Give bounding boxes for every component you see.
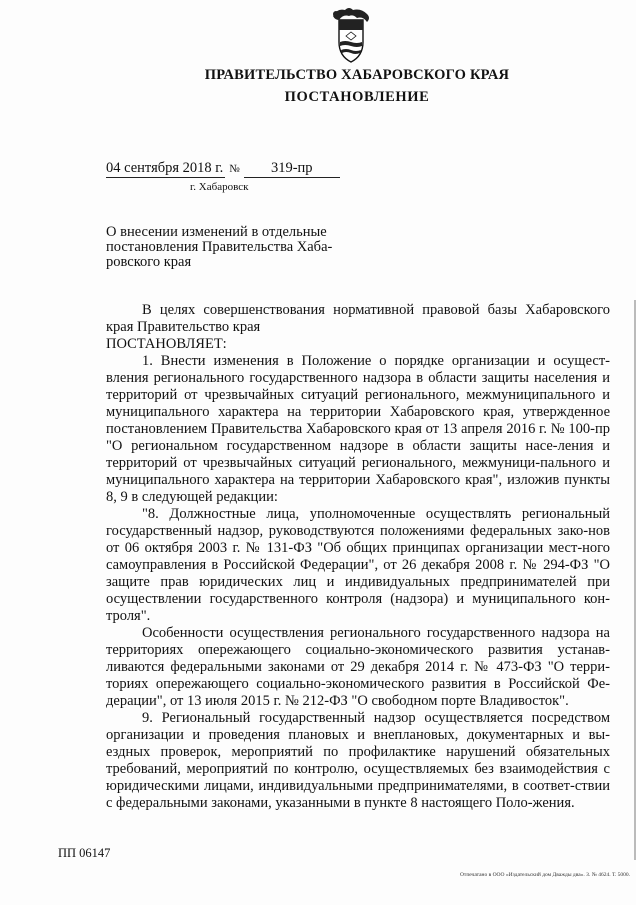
paragraph-8-continued: Особенности осуществления регионального государственного надзора на территориях опережающего социально-экономического развития устанав-ливаются федеральными законами от 29 декабря 2014 г. № 473-ФЗ "О терри-ториях опережающего социально-экономического развития в Российской Фе-дерации", от 13 июля 2015 г. № 212-ФЗ "О свободном порте Владивосток".	[106, 625, 610, 709]
document-city: г. Хабаровск	[190, 181, 249, 193]
document-body	[106, 302, 610, 812]
number-sign: №	[229, 163, 240, 175]
intro-paragraph: В целях совершенствования нормативной правовой базы Хабаровского края Правительство края	[106, 302, 610, 335]
document-subject: О внесении изменений в отдельные постановления Правительства Хаба-ровского края	[106, 224, 333, 270]
document-date: 04 сентября 2018 г.	[106, 160, 224, 176]
document-code: ПП 06147	[58, 846, 111, 860]
document-number: 319-пр	[244, 160, 340, 178]
paragraph-8: "8. Должностные лица, уполномоченные осуществлять региональный государственный надзор, руководствуются положениями федеральных зако-нов от 06 октября 2003 г. № 131-ФЗ "Об общих принципах организации мест-ного самоуправления в Российской Федерации", от 26 декабря 2008 г. № 294-ФЗ "О защите прав юридических лиц и индивидуальных предпринимателей при осуществлении государственного контроля (надзора) и муниципального кон-троля".	[106, 506, 610, 624]
document-date-number	[106, 160, 340, 178]
government-title: ПРАВИТЕЛЬСТВО ХАБАРОВСКОГО КРАЯ	[204, 67, 510, 83]
paragraph-1: 1. Внести изменения в Положение о порядке организации и осущест-вления регионального государственного надзора в области защиты населения и территорий от чрезвычайных ситуаций регионального, межмуниципального и муниципального характера на территории Хабаровского края, утвержденное постановлением Правительства Хабаровского края от 13 апреля 2016 г. № 100-пр "О региональном государственном надзоре в области защиты насе-ления и территорий от чрезвычайных ситуаций регионального, межмуници-пального и муниципального характера на территории Хабаровского края", изложив пункты 8, 9 в следующей редакции:	[106, 353, 610, 505]
document-type: ПОСТАНОВЛЕНИЕ	[284, 89, 430, 105]
paragraph-9: 9. Региональный государственный надзор осуществляется посредством организации и проведения плановых и внеплановых, документарных и вы-ездных проверок, мероприятий по профилактике нарушений обязательных требований, мероприятий по контролю, осуществляемых без взаимодействия с юридическими лицами, индивидуальными предпринимателями, в соответ-ствии с федеральными законами, указанными в пункте 8 настоящего Поло-жения.	[106, 710, 610, 811]
printer-imprint: Отпечатано в ООО «Издательский дом Дважды два». З. № 4624. Т. 5000.	[459, 872, 630, 878]
coat-of-arms-icon	[327, 6, 375, 66]
resolve-heading: ПОСТАНОВЛЯЕТ:	[106, 336, 227, 352]
